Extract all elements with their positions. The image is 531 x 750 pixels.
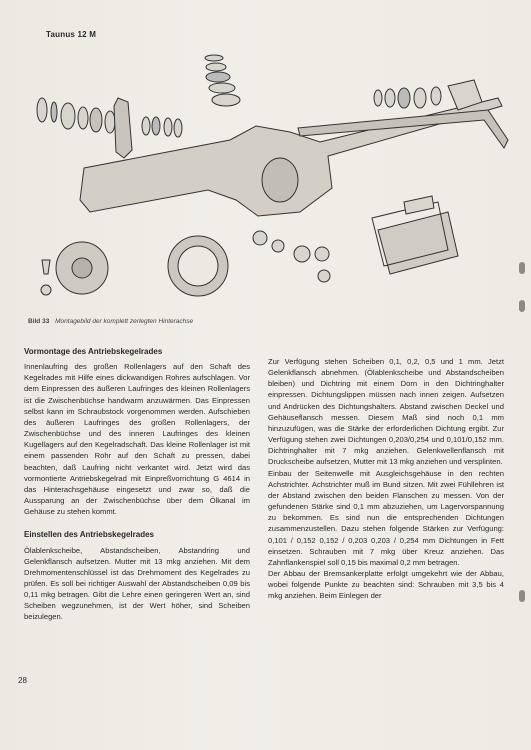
small-screw (42, 260, 50, 274)
page-number: 28 (18, 676, 27, 685)
paragraph-seitenwelle: Einbau der Seitenwelle mit Ausgleichsgehäuse in den rechten Achstrichter. Achstrichter muß im Bund sitzen. Mit zwei Fühllehren ist der Abstand zwischen den beiden Flanschen zu messen. Von der gefundenen Stärke sind 0,1 mm abzuziehen, um Lagervorspannung zu bekommen. Es sind nun die entsprechenden Dichtungen zusammenzustellen. Dazu stehen folgende Stärken zur Verfügung: 0,101 / 0,152 0,152 / 0,203 0,203 / 0,254 mm Dichtungen in Fett einsetzen. Schrauben mit 7 mkg über Kreuz anziehen. Das Zahnflankenspiel soll 0,15 bis maximal 0,2 mm betragen. (268, 468, 504, 567)
tie-bracket (404, 196, 434, 214)
paragraph-scheiben: Zur Verfügung stehen Scheiben 0,1, 0,2, 0,5 und 1 mm. Jetzt Gelenkflansch abnehmen. (Ölablenkscheibe und Abstandscheiben bleiben) und Dichtring mit einem Dorn in den Dichtringhalter einpressen. Dichtungslippen müssen nach innen zeigen. Aufsetzen und Andrücken des Dichtungshalters. Abstand zwischen Deckel und Gehäuseflansch messen. Diesem Maß sind noch 0,1 mm hinzuzufügen, was die Stärke der erforderlichen Dichtung ergibt. Zur Verfügung stehen zwei Dichtungen 0,203/0,254 und 0,101/0,152 mm. Dichtringhalter mit 7 mkg anziehen. Gelenkwellenflansch mit Druckscheibe aufsetzen, Mutter mit 13 mkg anziehen und versplinten. (268, 357, 504, 467)
vertical-parts-stack (205, 55, 240, 106)
running-header: Taunus 12 M (46, 30, 97, 39)
pinion-gear-shaft (114, 98, 132, 158)
differential-carrier-opening (262, 158, 298, 202)
differential-small-gears (253, 231, 330, 282)
side-shaft-bearings-row (374, 87, 441, 108)
paragraph-bremsankerplatte: Der Abbau der Bremsankerplatte erfolgt umgekehrt wie der Abbau, wobei folgende Punkte zu beachten sind: Schrauben mit 3,5 bis 4 mkg anziehen. Beim Einlegen der (268, 568, 504, 601)
section-heading-einstellen: Einstellen des Antriebskegelrades (24, 530, 154, 540)
binder-hole-mark (519, 300, 525, 312)
figure-caption (28, 318, 328, 325)
rear-axle-exploded-drawing (28, 40, 528, 312)
pinion-bearings-row (37, 98, 182, 137)
paragraph-einstellen: Ölablenkscheibe, Abstandscheiben, Abstandring und Gelenkflansch aufsetzen. Mutter mit 13 mkg anziehen. Mit dem Drehmomentenschlüssel ist das Drehmoment des Kegelrades zu prüfen. Es soll bei richtiger Auswahl der Abstandscheiben 0,09 bis 0,11 mkg betragen. Gibt die Lehre einen geringeren Wert an, sind Scheiben wegzunehmen, ist der Wert höher, sind Scheiben beizulegen. (24, 545, 250, 622)
section-heading-vormontage: Vormontage des Antriebskegelrades (24, 347, 163, 356)
caption-number: Bild 33 (28, 318, 50, 325)
left-text-column (24, 346, 250, 623)
right-text-column (268, 356, 504, 601)
small-nut (41, 285, 51, 295)
binder-hole-mark (519, 262, 525, 274)
caption-text: Montagebild der komplett zerlegten Hinterachse (55, 318, 194, 325)
binder-hole-mark (519, 590, 525, 602)
paragraph-vormontage: Innenlaufring des großen Rollenlagers auf den Schaft des Kegelrades mit Hilfe eines dickwandigen Rohres aufschlagen. Vor dem Einpressen des äußeren Laufringes des kleinen Rollenlagers ist die Zwischenbüchse handwarm anzuwärmen. Das Einpressen selbst kann im Schraubstock vorgenommen werden. Aufschieben des äußeren Laufringes des großen Rollenlagers, der Zwischenbüchse und des inneren Laufringes des kleinen Kugellagers auf den Kegelradschaft. Das kleine Rollenlager ist mit einem passenden Rohr auf den Schaft zu pressen, dabei beachten, daß Laufring nicht verkantet wird. Jetzt wird das vormontierte Antriebskegelrad mit Einpreßvorrichtung G 4614 in das Hinterachsgehäuse eingesetzt und zwar so, daß die Aussparung an der Zwischenbüchse über dem Ölkanal im Gehäuse zu stehen kommt. (24, 362, 250, 517)
